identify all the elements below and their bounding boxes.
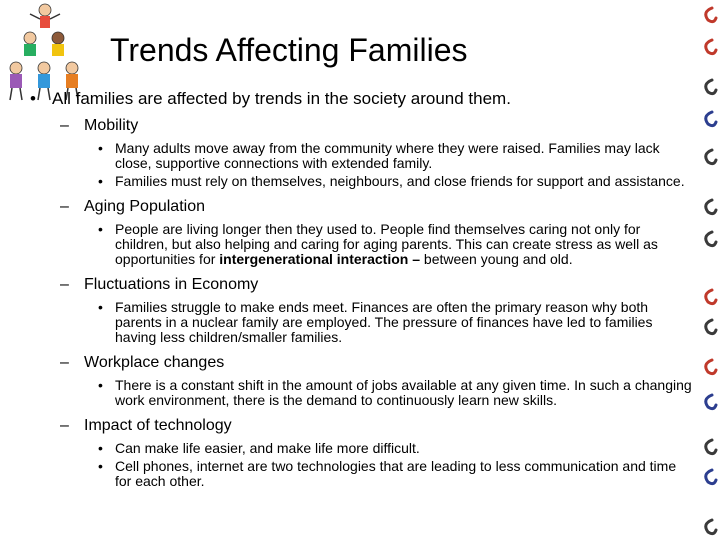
dash-bullet-icon: – bbox=[60, 117, 69, 134]
list-item: • Families struggle to make ends meet. Finances are often the primary reason why both parents in a nuclear family are employed. The pressure of finances have led to families having less children/smaller families. bbox=[98, 299, 653, 345]
list-item: • Many adults move away from the community where they were raised. Families may lack close, supportive connections with extended family. bbox=[98, 140, 660, 171]
section-heading: – Workplace changes bbox=[60, 354, 225, 371]
list-item: • Cell phones, internet are two technologies that are leading to less communication and time for each other. bbox=[98, 458, 677, 489]
section-aging-population bbox=[30, 197, 694, 267]
list-item: • Families must rely on themselves, neighbours, and close friends for support and assistance. bbox=[98, 173, 685, 189]
bullet-dot-icon: • bbox=[98, 173, 103, 189]
dash-bullet-icon: – bbox=[60, 417, 69, 434]
key-term: intergenerational interaction – bbox=[219, 251, 421, 267]
slide-body bbox=[30, 88, 694, 497]
list-item: • People are living longer then they used to. People find themselves caring not only for children, but also helping and caring for aging parents. This can create stress as well as opportunities for intergenerational interaction – between young and old. bbox=[98, 221, 658, 267]
intro-text: All families are affected by trends in the society around them. bbox=[52, 89, 511, 108]
bullet-dot-icon: • bbox=[98, 140, 103, 156]
section-workplace bbox=[30, 353, 694, 408]
bullet-dot-icon: • bbox=[98, 440, 103, 456]
section-technology bbox=[30, 416, 694, 489]
dash-bullet-icon: – bbox=[60, 276, 69, 293]
dash-bullet-icon: – bbox=[60, 354, 69, 371]
section-economy bbox=[30, 275, 694, 345]
bullet-dot-icon: • bbox=[98, 458, 103, 474]
slide-title: Trends Affecting Families bbox=[110, 32, 468, 68]
section-heading: – Fluctuations in Economy bbox=[60, 276, 259, 293]
bullet-dot-icon: • bbox=[98, 377, 103, 393]
section-heading: – Mobility bbox=[60, 117, 139, 134]
intro-bullet bbox=[30, 88, 694, 110]
bullet-dot-icon: • bbox=[30, 89, 36, 108]
section-heading: – Impact of technology bbox=[60, 417, 232, 434]
list-item: • Can make life easier, and make life more difficult. bbox=[98, 440, 420, 456]
bullet-dot-icon: • bbox=[98, 299, 103, 315]
list-item: • There is a constant shift in the amount of jobs available at any given time. In such a changing work environment, there is the demand to continuously learn new skills. bbox=[98, 377, 692, 408]
swirl-border-icon bbox=[690, 0, 720, 540]
section-heading: – Aging Population bbox=[60, 198, 205, 215]
section-mobility bbox=[30, 116, 694, 189]
bullet-dot-icon: • bbox=[98, 221, 103, 237]
dash-bullet-icon: – bbox=[60, 198, 69, 215]
